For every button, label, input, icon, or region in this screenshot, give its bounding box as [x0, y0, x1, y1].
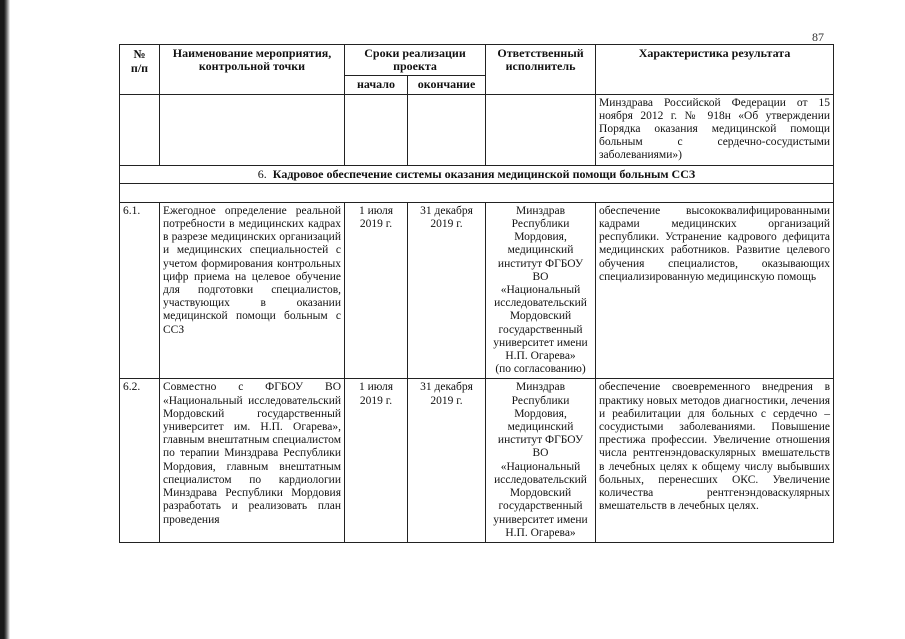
header-start: начало [345, 76, 408, 94]
row-responsible: Минздрав Республики Мордовия, медицинский институт ФГБОУ ВО «Национальный исследовательский Мордовский государственный университет имени Н.П. Огарева» [486, 379, 596, 542]
spacer-cell [120, 183, 834, 202]
header-result: Характеристика результата [596, 45, 834, 95]
continued-start [345, 94, 408, 165]
continued-num [120, 94, 160, 165]
row-name: Совместно с ФГБОУ ВО «Национальный исследовательский Мордовский государственный университет им. Н.П. Огарева», главным внештатным специалистом по терапии Минздрава Республики Мордовия, главным внештатным специалистом по кардиологии Минздрава Республики Мордовия разработать и реализовать план проведения [160, 379, 345, 542]
row-name: Ежегодное определение реальной потребности в медицинских кадрах в разрезе медицинских организаций и медицинских специальностей с учетом формирования контрольных цифр приема на целевое обучение для подготовки специалистов, участвующих в оказании медицинской помощи больным с ССЗ [160, 202, 345, 379]
spacer-row [120, 183, 834, 202]
header-num: № п/п [120, 45, 160, 95]
scan-shadow-edge [0, 0, 10, 639]
row-end: 31 декабря 2019 г. [408, 202, 486, 379]
header-terms: Сроки реализации проекта [345, 45, 486, 76]
section-heading [120, 165, 834, 183]
row-num: 6.2. [120, 379, 160, 542]
table-row [120, 202, 834, 379]
row-result: обеспечение своевременного внедрения в практику новых методов диагностики, лечения и реабилитации для больных с сердечно – сосудистыми заболеваниями. Повышение престижа профессии. Увеличение отношения числа рентгенэндоваскулярных вмешательств в лечебных целях к общему числу выбывших больных, перенесших ОКС. Увеличение количества рентгенэндоваскулярных вмешательств в лечебных целях. [596, 379, 834, 542]
continued-row [120, 94, 834, 165]
row-start: 1 июля 2019 г. [345, 379, 408, 542]
row-end: 31 декабря 2019 г. [408, 379, 486, 542]
header-row [120, 45, 834, 76]
header-responsible: Ответственный исполнитель [486, 45, 596, 95]
continued-result: Минздрава Российской Федерации от 15 ноября 2012 г. № 918н «Об утверждении Порядка оказания медицинской помощи больным с сердечно-сосудистыми заболеваниями») [596, 94, 834, 165]
table-row [120, 379, 834, 542]
row-start: 1 июля 2019 г. [345, 202, 408, 379]
continued-name [160, 94, 345, 165]
section-row [120, 165, 834, 183]
plan-table [119, 44, 834, 543]
section-number: 6. [257, 166, 267, 181]
row-num: 6.1. [120, 202, 160, 379]
section-title: Кадровое обеспечение системы оказания медицинской помощи больным ССЗ [272, 166, 696, 181]
page-number: 87 [812, 30, 824, 44]
continued-responsible [486, 94, 596, 165]
header-end: окончание [408, 76, 486, 94]
row-result: обеспечение высококвалифицированными кадрами медицинских организаций республики. Устранение кадрового дефицита медицинских работников. Развитие целевого обучения специалистов, оказывающих специализированную медицинскую помощь [596, 202, 834, 379]
header-name: Наименование мероприятия, контрольной точки [160, 45, 345, 95]
row-responsible: Минздрав Республики Мордовия, медицинский институт ФГБОУ ВО «Национальный исследовательский Мордовский государственный университет имени Н.П. Огарева» (по согласованию) [486, 202, 596, 379]
continued-end [408, 94, 486, 165]
